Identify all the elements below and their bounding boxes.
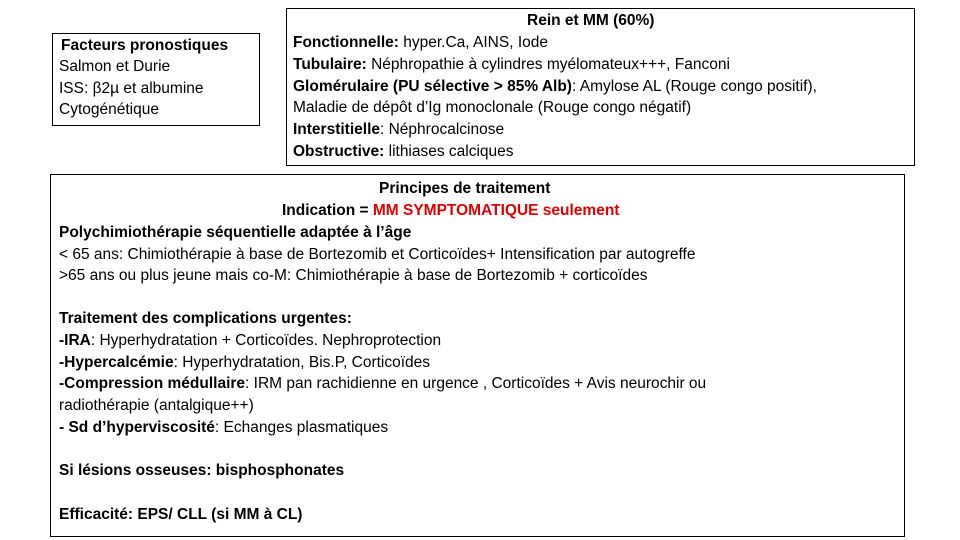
traitement-polychimio: Polychimiothérapie séquentielle adaptée à l’âge bbox=[59, 224, 412, 241]
pronostic-title: Facteurs pronostiques bbox=[61, 37, 229, 54]
rein-tubulaire: Tubulaire: Néphropathie à cylindres myélomateux+++, Fanconi bbox=[293, 56, 730, 73]
complication-compression: -Compression médullaire: IRM pan rachidienne en urgence , Corticoïdes + Avis neurochir ou bbox=[59, 375, 707, 392]
traitement-plus65: >65 ans ou plus jeune mais co-M: Chimiothérapie à base de Bortezomib + corticoïdes bbox=[59, 267, 648, 284]
traitement-moins65: < 65 ans: Chimiothérapie à base de Bortezomib et Corticoïdes+ Intensification par autogreffe bbox=[59, 246, 696, 263]
complication-radiotherapie: radiothérapie (antalgique++) bbox=[59, 397, 254, 414]
indication-value: MM SYMPTOMATIQUE seulement bbox=[372, 202, 620, 219]
rein-fonctionnelle: Fonctionnelle: hyper.Ca, AINS, Iode bbox=[293, 34, 548, 51]
pronostic-line-salmon: Salmon et Durie bbox=[59, 58, 171, 75]
traitement-lesions-osseuses: Si lésions osseuses: bisphosphonates bbox=[59, 462, 345, 479]
rein-depot: Maladie de dépôt d’Ig monoclonale (Rouge congo négatif) bbox=[293, 99, 692, 116]
complication-hyperviscosite: - Sd d’hyperviscosité: Echanges plasmatiques bbox=[59, 419, 389, 436]
complication-ira: -IRA: Hyperhydratation + Corticoïdes. Nephroprotection bbox=[59, 332, 442, 349]
rein-obstructive: Obstructive: lithiases calciques bbox=[293, 143, 514, 160]
rein-box bbox=[286, 8, 915, 166]
traitement-efficacite: Efficacité: EPS/ CLL (si MM à CL) bbox=[59, 506, 303, 523]
pronostic-line-cytogenetique: Cytogénétique bbox=[59, 101, 159, 118]
traitement-title: Principes de traitement bbox=[379, 180, 551, 197]
traitement-box bbox=[50, 174, 905, 537]
pronostic-line-iss: ISS: β2µ et albumine bbox=[59, 80, 204, 97]
rein-interstitielle: Interstitielle: Néphrocalcinose bbox=[293, 121, 505, 138]
traitement-indication: Indication = MM SYMPTOMATIQUE seulement bbox=[282, 202, 620, 219]
pronostic-box bbox=[52, 33, 260, 126]
rein-glomerulaire: Glomérulaire (PU sélective > 85% Alb): Amylose AL (Rouge congo positif), bbox=[293, 78, 817, 95]
complication-hypercalcemie: -Hypercalcémie: Hyperhydratation, Bis.P, Corticoïdes bbox=[59, 354, 431, 371]
complications-title: Traitement des complications urgentes: bbox=[59, 310, 352, 327]
rein-title: Rein et MM (60%) bbox=[527, 12, 655, 29]
